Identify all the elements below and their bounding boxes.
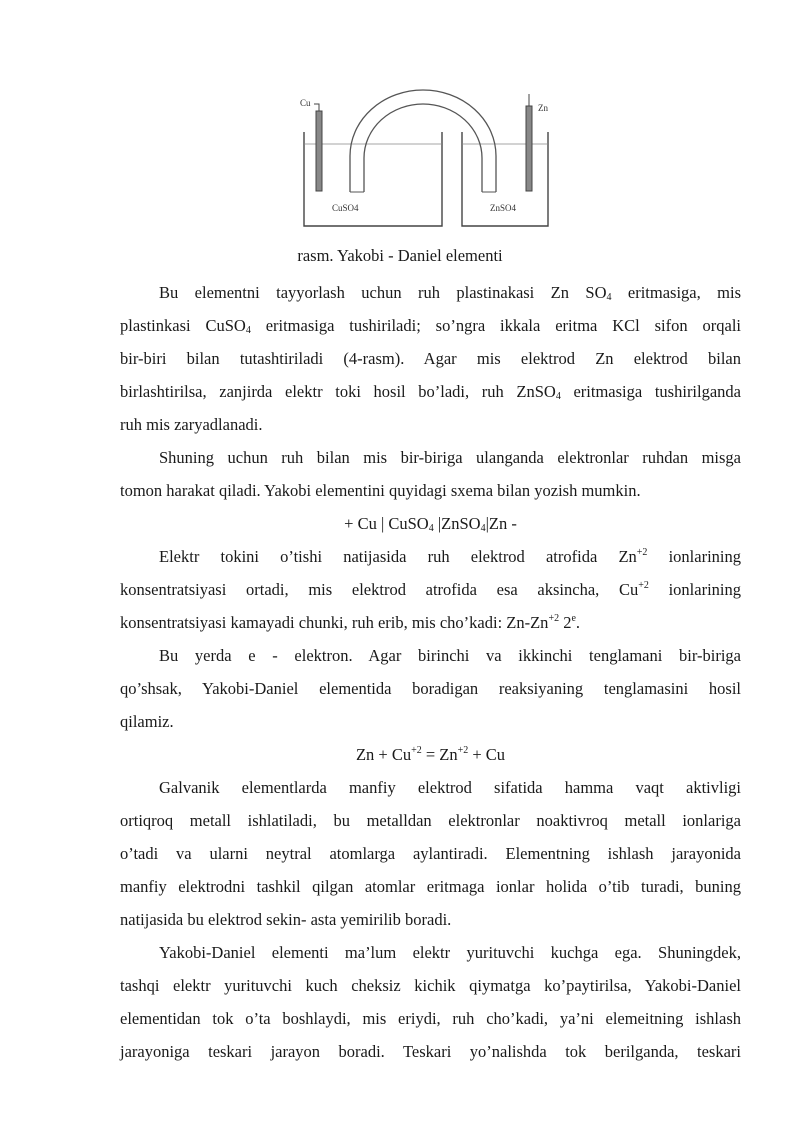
text-line: natijasida bu elektrod sekin- asta yemirilib boradi. <box>120 910 452 929</box>
text-line: qo’shsak, Yakobi-Daniel elementida boradigan reaksiyaning tenglamasini hosil <box>120 679 741 698</box>
daniell-cell-diagram <box>290 84 560 234</box>
cu-wire <box>314 104 319 111</box>
text-line: tashqi elektr yurituvchi kuch cheksiz kichik qiymatga ko’paytirilsa, Yakobi-Daniel <box>120 976 741 995</box>
text-line: bir-biri bilan tutashtiriladi (4-rasm). Agar mis elektrod Zn elektrod bilan <box>120 349 741 368</box>
paragraph-4 <box>120 639 741 738</box>
text-line: manfiy elektrodni tashkil qilgan atomlar eritmaga ionlar holida o’tib turadi, buning <box>120 877 741 896</box>
left-beaker <box>304 132 442 226</box>
text-line: konsentratsiyasi kamayadi chunki, ruh erib, mis cho’kadi: $Zn-Zn^{+2}$ 2e. <box>120 613 581 632</box>
text-line: Shuning uchun ruh bilan mis bir-biriga ulanganda elektronlar ruhdan misga <box>159 448 741 467</box>
reaction-equation: $Zn + Cu^{+2} = Zn^{+2} + Cu$ <box>355 745 506 764</box>
salt-bridge-outer <box>350 90 496 192</box>
text-line: tomon harakat qiladi. Yakobi elementini quyidagi sxema bilan yozish mumkin. <box>120 481 641 500</box>
salt-bridge-inner <box>364 104 482 192</box>
cu-electrode <box>316 111 322 191</box>
cell-scheme: + Cu | CuSO$_4$ |ZnSO$_4$|Zn - <box>344 514 517 534</box>
text-line: plastinkasi CuSO$_4$ eritmasiga tushiriladi; so’ngra ikkala eritma KCl sifon orqali <box>120 316 741 336</box>
paragraph-5 <box>120 771 741 936</box>
text-line: qilamiz. <box>120 712 174 731</box>
text-line: Bu elementni tayyorlash uchun ruh plastinakasi Zn $SO_4$ eritmasiga, mis <box>159 283 741 303</box>
text-line: birlashtirilsa, zanjirda elektr toki hosil bo’ladi, ruh ZnSO$_4$ eritmasiga tushirilganda <box>120 382 742 402</box>
text-line: ortiqroq metall ishlatiladi, bu metalldan elektronlar noaktivroq metall ionlariga <box>120 811 741 830</box>
label-cu: Cu <box>300 98 311 108</box>
paragraph-3 <box>120 540 741 639</box>
label-zn: Zn <box>538 103 548 113</box>
daniell-cell-figure <box>290 84 560 234</box>
paragraph-1 <box>120 276 741 441</box>
text-line: elementidan tok o’ta boshlaydi, mis eriydi, ruh cho’kadi, ya’ni elemeitning ishlash <box>120 1009 741 1028</box>
zn-electrode <box>526 106 532 191</box>
text-line: ruh mis zaryadlanadi. <box>120 415 263 434</box>
text-line: Elektr tokini o’tishi natijasida ruh elektrod atrofida $Zn^{+2}$ ionlarining <box>159 547 741 566</box>
text-line: Yakobi-Daniel elementi ma’lum elektr yurituvchi kuchga ega. Shuningdek, <box>159 943 741 962</box>
paragraph-6 <box>120 936 741 1068</box>
paragraph-2 <box>120 441 741 507</box>
label-znso4: ZnSO4 <box>490 203 517 213</box>
text-line: Galvanik elementlarda manfiy elektrod sifatida hamma vaqt aktivligi <box>159 778 741 797</box>
text-line: o’tadi va ularni neytral atomlarga aylantiradi. Elementning ishlash jarayonida <box>120 844 741 863</box>
label-cuso4: CuSO4 <box>332 203 359 213</box>
figure-caption: rasm. Yakobi - Daniel elementi <box>297 246 503 265</box>
text-line: Bu yerda e - elektron. Agar birinchi va ikkinchi tenglamani bir-biriga <box>159 646 741 665</box>
text-line: konsentratsiyasi ortadi, mis elektrod atrofida esa aksincha, $Cu^{+2}$ ionlarining <box>120 580 742 599</box>
text-line: jarayoniga teskari jarayon boradi. Teskari yo’nalishda tok berilganda, teskari <box>120 1042 741 1061</box>
